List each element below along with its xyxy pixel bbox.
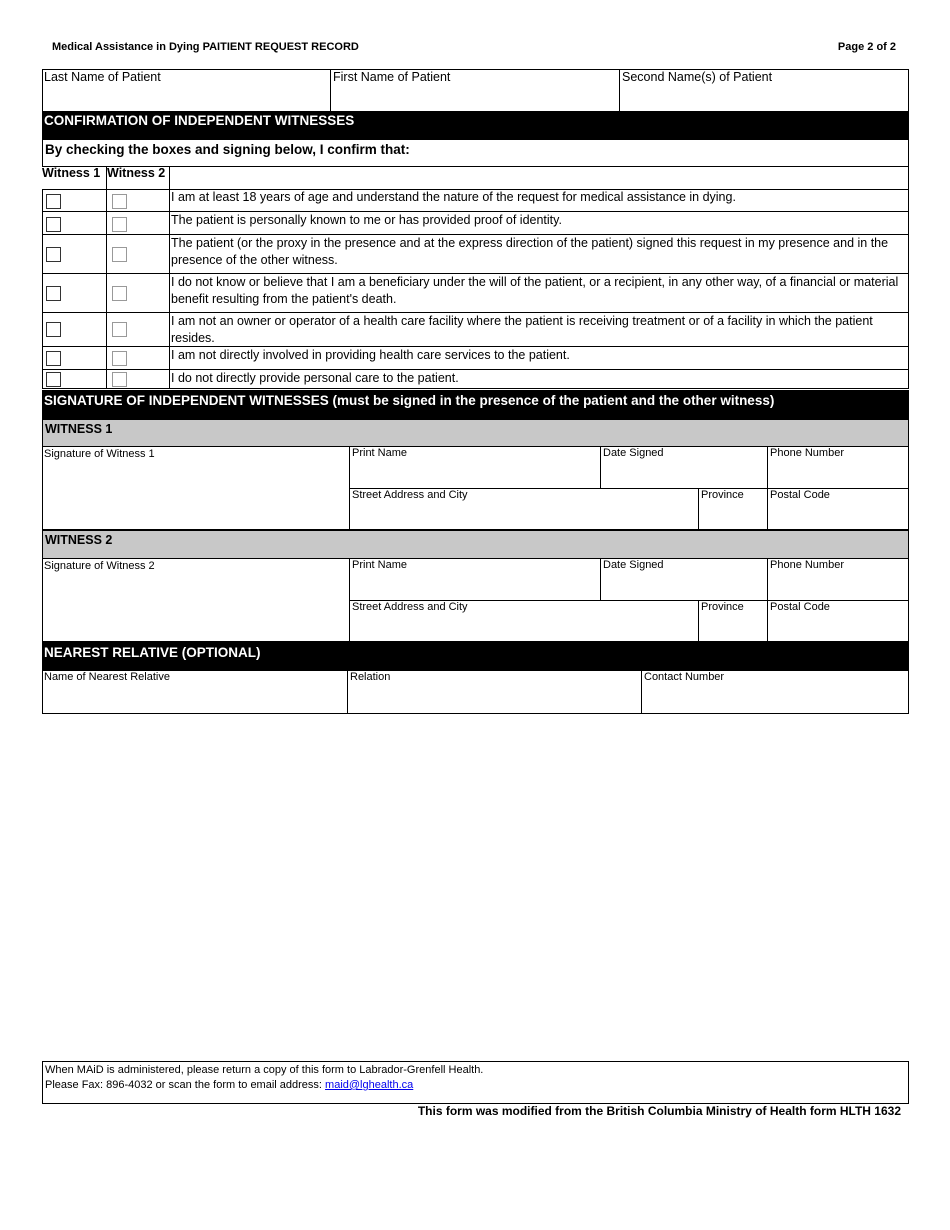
witness2-checkbox[interactable]: [112, 286, 127, 301]
witness1-print-name-field[interactable]: [350, 446, 600, 488]
form-origin-note: This form was modified from the British Columbia Ministry of Health form HLTH 1632: [417, 1104, 901, 1118]
confirmation-heading: CONFIRMATION OF INDEPENDENT WITNESSES: [42, 111, 909, 139]
signatures-heading: SIGNATURE OF INDEPENDENT WITNESSES (must be signed in the presence of the patient and the other witness): [42, 390, 909, 420]
statement-text: I do not directly provide personal care to the patient.: [171, 371, 459, 385]
witness2-checkbox[interactable]: [112, 194, 127, 209]
divider: [908, 166, 909, 190]
witness1-signature-label: Signature of Witness 1: [44, 448, 155, 460]
witness2-province-field[interactable]: [699, 600, 767, 642]
witness2-checkbox[interactable]: [112, 217, 127, 232]
witness2-province-label: Province: [701, 601, 744, 613]
witness2-signature-label: Signature of Witness 2: [44, 560, 155, 572]
form-title: Medical Assistance in Dying PAITIENT REQUEST RECORD: [52, 41, 359, 53]
statement-text: I am at least 18 years of age and understand the nature of the request for medical assistance in dying.: [171, 190, 736, 204]
statement-text: I am not directly involved in providing health care services to the patient.: [171, 348, 570, 362]
witness1-checkbox[interactable]: [46, 322, 61, 337]
page-number: Page 2 of 2: [837, 41, 896, 53]
relative-heading: NEAREST RELATIVE (OPTIONAL): [42, 642, 909, 671]
witness1-print-name-label: Print Name: [352, 447, 408, 459]
statement-text: The patient is personally known to me or has provided proof of identity.: [171, 213, 562, 227]
witness-columns-header: [42, 166, 909, 190]
witness1-phone-label: Phone Number: [770, 447, 844, 459]
second-name-field[interactable]: [620, 69, 908, 111]
email-link[interactable]: maid@lghealth.ca: [325, 1079, 414, 1091]
statement-row: [42, 189, 909, 212]
confirmation-statements: [42, 189, 909, 389]
witness2-postal-field[interactable]: [768, 600, 908, 642]
confirmation-intro: By checking the boxes and signing below, I confirm that:: [42, 139, 909, 167]
relative-name-field[interactable]: [42, 670, 347, 713]
witness2-address-field[interactable]: [350, 600, 698, 642]
witness2-heading: WITNESS 2: [42, 530, 909, 559]
col-witness-2: Witness 2: [107, 166, 166, 180]
witness1-address-field[interactable]: [350, 488, 698, 530]
first-name-field[interactable]: [331, 69, 619, 111]
statement-row: [42, 313, 909, 347]
witness1-checkbox[interactable]: [46, 194, 61, 209]
statement-row: [42, 347, 909, 370]
witness1-heading: WITNESS 1: [42, 419, 909, 447]
witness2-postal-label: Postal Code: [770, 601, 830, 613]
divider: [106, 189, 107, 389]
witness1-checkbox[interactable]: [46, 247, 61, 262]
witness1-checkbox[interactable]: [46, 286, 61, 301]
witness2-signature-field[interactable]: [42, 559, 349, 641]
footer-line-1: When MAiD is administered, please return a copy of this form to Labrador-Grenfell Health.: [45, 1064, 484, 1076]
relative-relation-field[interactable]: [348, 670, 641, 713]
witness1-signature-field[interactable]: [42, 447, 349, 529]
witness1-date-label: Date Signed: [603, 447, 664, 459]
witness2-date-field[interactable]: [601, 558, 767, 600]
witness2-address-label: Street Address and City: [352, 601, 468, 613]
witness1-address-label: Street Address and City: [352, 489, 468, 501]
witness2-checkbox[interactable]: [112, 322, 127, 337]
witness2-phone-label: Phone Number: [770, 559, 844, 571]
witness2-print-name-label: Print Name: [352, 559, 408, 571]
witness1-province-field[interactable]: [699, 488, 767, 530]
statement-row: [42, 212, 909, 235]
first-name-label: First Name of Patient: [333, 70, 451, 84]
footer-instructions: [42, 1061, 909, 1104]
relative-name-label: Name of Nearest Relative: [44, 671, 170, 683]
witness1-postal-field[interactable]: [768, 488, 908, 530]
witness2-checkbox[interactable]: [112, 247, 127, 262]
witness1-phone-field[interactable]: [768, 446, 908, 488]
relative-contact-field[interactable]: [642, 670, 908, 713]
witness1-checkbox[interactable]: [46, 351, 61, 366]
witness2-checkbox[interactable]: [112, 351, 127, 366]
statement-text: I do not know or believe that I am a beneficiary under the will of the patient, or a recipient, in any other way, of a financial or material benefit resulting from the patient's death.: [171, 275, 899, 306]
last-name-field[interactable]: [42, 69, 330, 111]
witness1-date-field[interactable]: [601, 446, 767, 488]
witness2-phone-field[interactable]: [768, 558, 908, 600]
witness1-province-label: Province: [701, 489, 744, 501]
footer-fax-text: Please Fax: 896-4032 or scan the form to email address:: [45, 1079, 326, 1091]
footer-line-2: [45, 1078, 906, 1093]
statement-text: I am not an owner or operator of a health care facility where the patient is receiving treatment or of a facility in which the patient resides.: [171, 314, 873, 345]
statement-row: [42, 370, 909, 389]
divider: [169, 166, 170, 190]
statement-row: [42, 235, 909, 274]
second-name-label: Second Name(s) of Patient: [622, 70, 773, 84]
witness2-checkbox[interactable]: [112, 372, 127, 387]
statement-text: The patient (or the proxy in the presence and at the express direction of the patient) signed this request in my presence and in the presence of the other witness.: [171, 236, 889, 267]
relative-relation-label: Relation: [350, 671, 391, 683]
statement-row: [42, 274, 909, 313]
witness2-date-label: Date Signed: [603, 559, 664, 571]
witness1-checkbox[interactable]: [46, 217, 61, 232]
last-name-label: Last Name of Patient: [44, 70, 161, 84]
col-witness-1: Witness 1: [42, 166, 101, 180]
witness1-postal-label: Postal Code: [770, 489, 830, 501]
divider: [42, 189, 43, 389]
divider: [169, 189, 170, 389]
relative-contact-label: Contact Number: [644, 671, 725, 683]
witness1-checkbox[interactable]: [46, 372, 61, 387]
witness2-print-name-field[interactable]: [350, 558, 600, 600]
divider: [908, 189, 909, 389]
